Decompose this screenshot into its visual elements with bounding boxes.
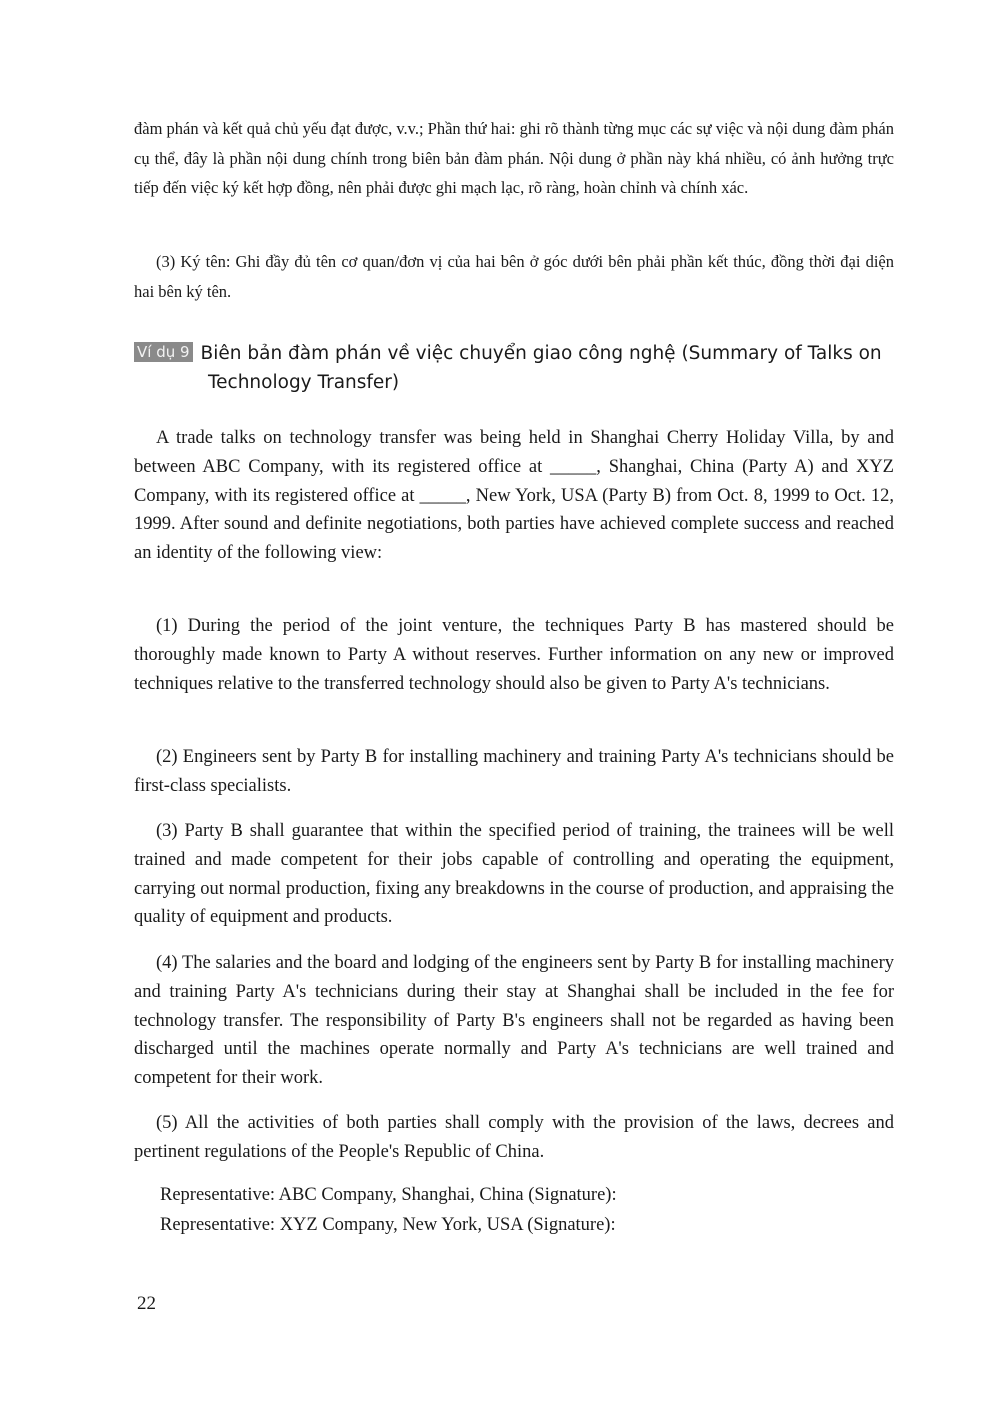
intro-paragraph: đàm phán và kết quả chủ yếu đạt được, v.v.; Phần thứ hai: ghi rõ thành từng mục các sự việc và nội dung đàm phán cụ thể, đây là phần nội dung chính trong biên bản đàm phán. Nội dung ở phần này khá nhiều, có ảnh hưởng trực tiếp đến việc ký kết hợp đồng, nên phải được ghi mạch lạc, rõ ràng, hoàn chỉnh và chính xác. (134, 119, 894, 197)
clause-2: (2) Engineers sent by Party B for installing machinery and training Party A's technicians should be first-class specialists. (134, 747, 894, 796)
clause-1: (1) During the period of the joint venture, the techniques Party B has mastered should be thoroughly made known to Party A without reserves. Further information on any new or improved techniques relative to the transferred technology should also be given to Party A's technicians. (134, 616, 894, 694)
example-title-line2: Technology Transfer) (208, 372, 400, 393)
page-number: 22 (137, 1293, 156, 1314)
example-title-line1: Biên bản đàm phán về việc chuyển giao công nghệ (Summary of Talks on (200, 343, 882, 364)
talks-intro-paragraph: A trade talks on technology transfer was being held in Shanghai Cherry Holiday Villa, by and between ABC Company, with its registered office at _____, Shanghai, China (Party A) and XYZ Company, with its registered office at _____, New York, USA (Party B) from Oct. 8, 1999 to Oct. 12, 1999. After sound and definite negotiations, both parties have achieved complete success and reached an identity of the following view: (134, 428, 894, 564)
example-heading (134, 339, 904, 397)
signature-instruction-paragraph: (3) Ký tên: Ghi đầy đủ tên cơ quan/đơn vị của hai bên ở góc dưới bên phải phần kết thúc, đồng thời đại diện hai bên ký tên. (134, 252, 894, 301)
signature-line-party-a: Representative: ABC Company, Shanghai, China (Signature): (160, 1185, 617, 1205)
clause-3: (3) Party B shall guarantee that within the specified period of training, the trainees will be well trained and made competent for their jobs capable of controlling and operating the equipment, carrying out normal production, fixing any breakdowns in the course of production, and appraising the quality of equipment and products. (134, 821, 894, 928)
clause-4: (4) The salaries and the board and lodging of the engineers sent by Party B for installing machinery and training Party A's technicians during their stay at Shanghai shall be included in the fee for technology transfer. The responsibility of Party B's engineers shall not be regarded as having been discharged until the machines operate normally and Party A's technicians are well trained and competent for their work. (134, 953, 894, 1089)
example-badge: Ví dụ 9 (134, 342, 193, 362)
clause-5: (5) All the activities of both parties shall comply with the provision of the laws, decrees and pertinent regulations of the People's Republic of China. (134, 1113, 894, 1162)
signature-line-party-b: Representative: XYZ Company, New York, USA (Signature): (160, 1215, 616, 1235)
